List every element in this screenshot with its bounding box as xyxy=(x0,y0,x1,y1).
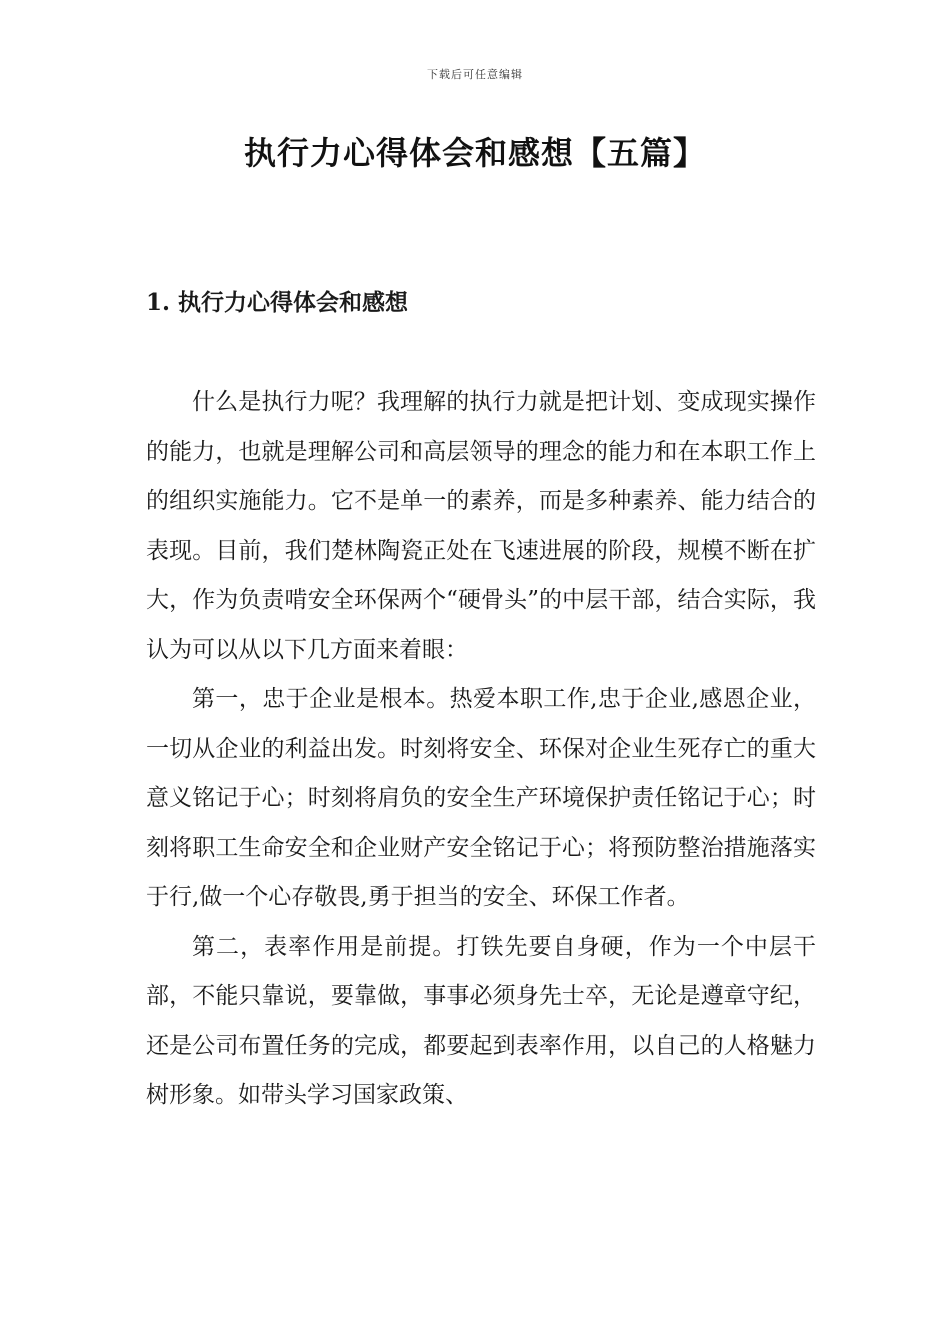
header-note: 下载后可任意编辑 xyxy=(427,68,523,81)
section-heading: 1. 执行力心得体会和感想 xyxy=(146,289,409,316)
body-text xyxy=(146,378,816,1121)
paragraph-2: 第一，忠于企业是根本。热爱本职工作,忠于企业,感恩企业，一切从企业的利益出发。时刻将安全、环保对企业生死存亡的重大意义铭记于心；时刻将肩负的安全生产环境保护责任铭记于心；时刻将职工生命安全和企业财产安全铭记于心；将预防整治措施落实于行,做一个心存敬畏,勇于担当的安全、环保工作者。 xyxy=(146,686,816,910)
document-title: 执行力心得体会和感想【五篇】 xyxy=(243,134,706,172)
paragraph-3: 第二，表率作用是前提。打铁先要自身硬，作为一个中层干部，不能只靠说，要靠做，事事必须身先士卒，无论是遵章守纪，还是公司布置任务的完成，都要起到表率作用，以自己的人格魅力树形象。如带头学习国家政策、 xyxy=(146,933,816,1108)
paragraph-1: 什么是执行力呢？我理解的执行力就是把计划、变成现实操作的能力，也就是理解公司和高层领导的理念的能力和在本职工作上的组织实施能力。它不是单一的素养，而是多种素养、能力结合的表现。目前，我们楚林陶瓷正处在飞速进展的阶段，规模不断在扩大，作为负责啃安全环保两个“硬骨头”的中层干部，结合实际，我认为可以从以下几方面来着眼： xyxy=(146,389,816,663)
